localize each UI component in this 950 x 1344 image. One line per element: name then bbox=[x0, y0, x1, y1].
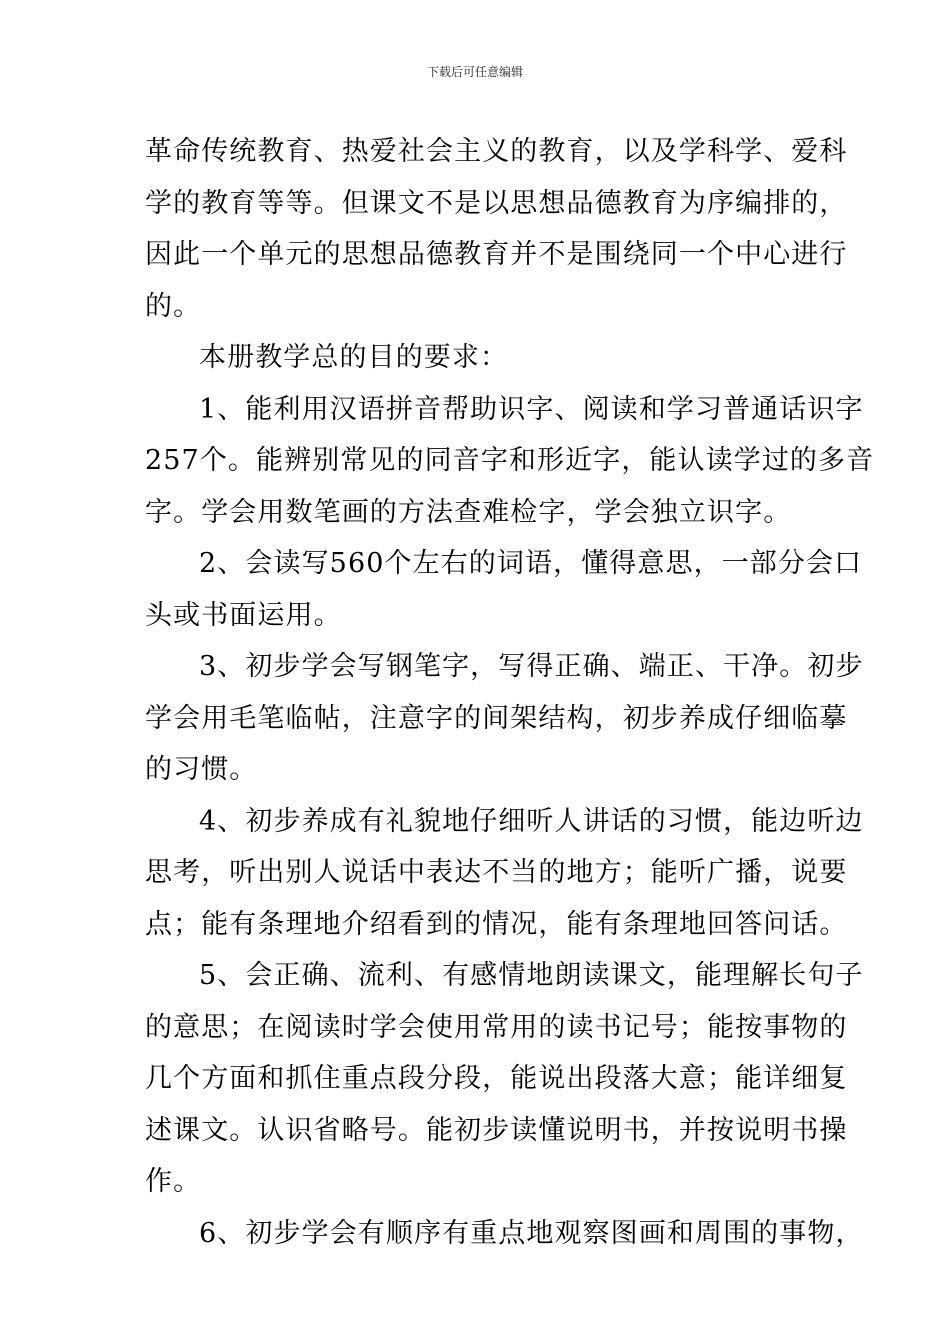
text-line: 因此一个单元的思想品德教育并不是围绕同一个中心进行 bbox=[145, 239, 848, 270]
text-line: 的。 bbox=[145, 290, 202, 322]
text-line: 头或书面运用。 bbox=[145, 599, 342, 631]
section-heading: 本册教学总的目的要求： bbox=[199, 342, 509, 373]
text-line: 革命传统教育、热爱社会主义的教育，以及学科学、爱科 bbox=[145, 136, 848, 167]
text-line: 学会用毛笔临帖，注意字的间架结构，初步养成仔细临摹 bbox=[145, 702, 848, 734]
text-line: 的意思；在阅读时学会使用常用的读书记号；能按事物的 bbox=[145, 1011, 848, 1043]
text-line: 4、初步养成有礼貌地仔细听人讲话的习惯，能边听边 bbox=[199, 805, 864, 837]
text-line: 6、初步学会有顺序有重点地观察图画和周围的事物， bbox=[199, 1217, 864, 1249]
page-header: 下载后可任意编辑 bbox=[426, 65, 523, 79]
text-line: 字。学会用数笔画的方法查难检字，学会独立识字。 bbox=[145, 496, 792, 528]
text-line: 3、初步学会写钢笔字，写得正确、端正、干净。初步 bbox=[199, 651, 864, 682]
text-line: 2、会读写560个左右的词语，懂得意思，一部分会口 bbox=[199, 548, 863, 579]
text-line: 的习惯。 bbox=[145, 754, 258, 785]
text-line: 学的教育等等。但课文不是以思想品德教育为序编排的， bbox=[145, 187, 848, 219]
document-body bbox=[145, 126, 875, 1259]
text-line: 5、会正确、流利、有感情地朗读课文，能理解长句子 bbox=[199, 960, 864, 991]
text-line: 257个。能辨别常见的同音字和形近字，能认读学过的多音 bbox=[145, 445, 875, 476]
text-line: 作。 bbox=[145, 1166, 202, 1197]
text-line: 述课文。认识省略号。能初步读懂说明书，并按说明书操 bbox=[145, 1114, 848, 1146]
text-line: 思考，听出别人说话中表达不当的地方；能听广播，说要 bbox=[145, 857, 848, 888]
text-line: 点；能有条理地介绍看到的情况，能有条理地回答问话。 bbox=[145, 908, 848, 940]
text-line: 几个方面和抓住重点段分段，能说出段落大意；能详细复 bbox=[145, 1063, 848, 1094]
text-line: 1、能利用汉语拼音帮助识字、阅读和学习普通话识字 bbox=[199, 393, 864, 425]
